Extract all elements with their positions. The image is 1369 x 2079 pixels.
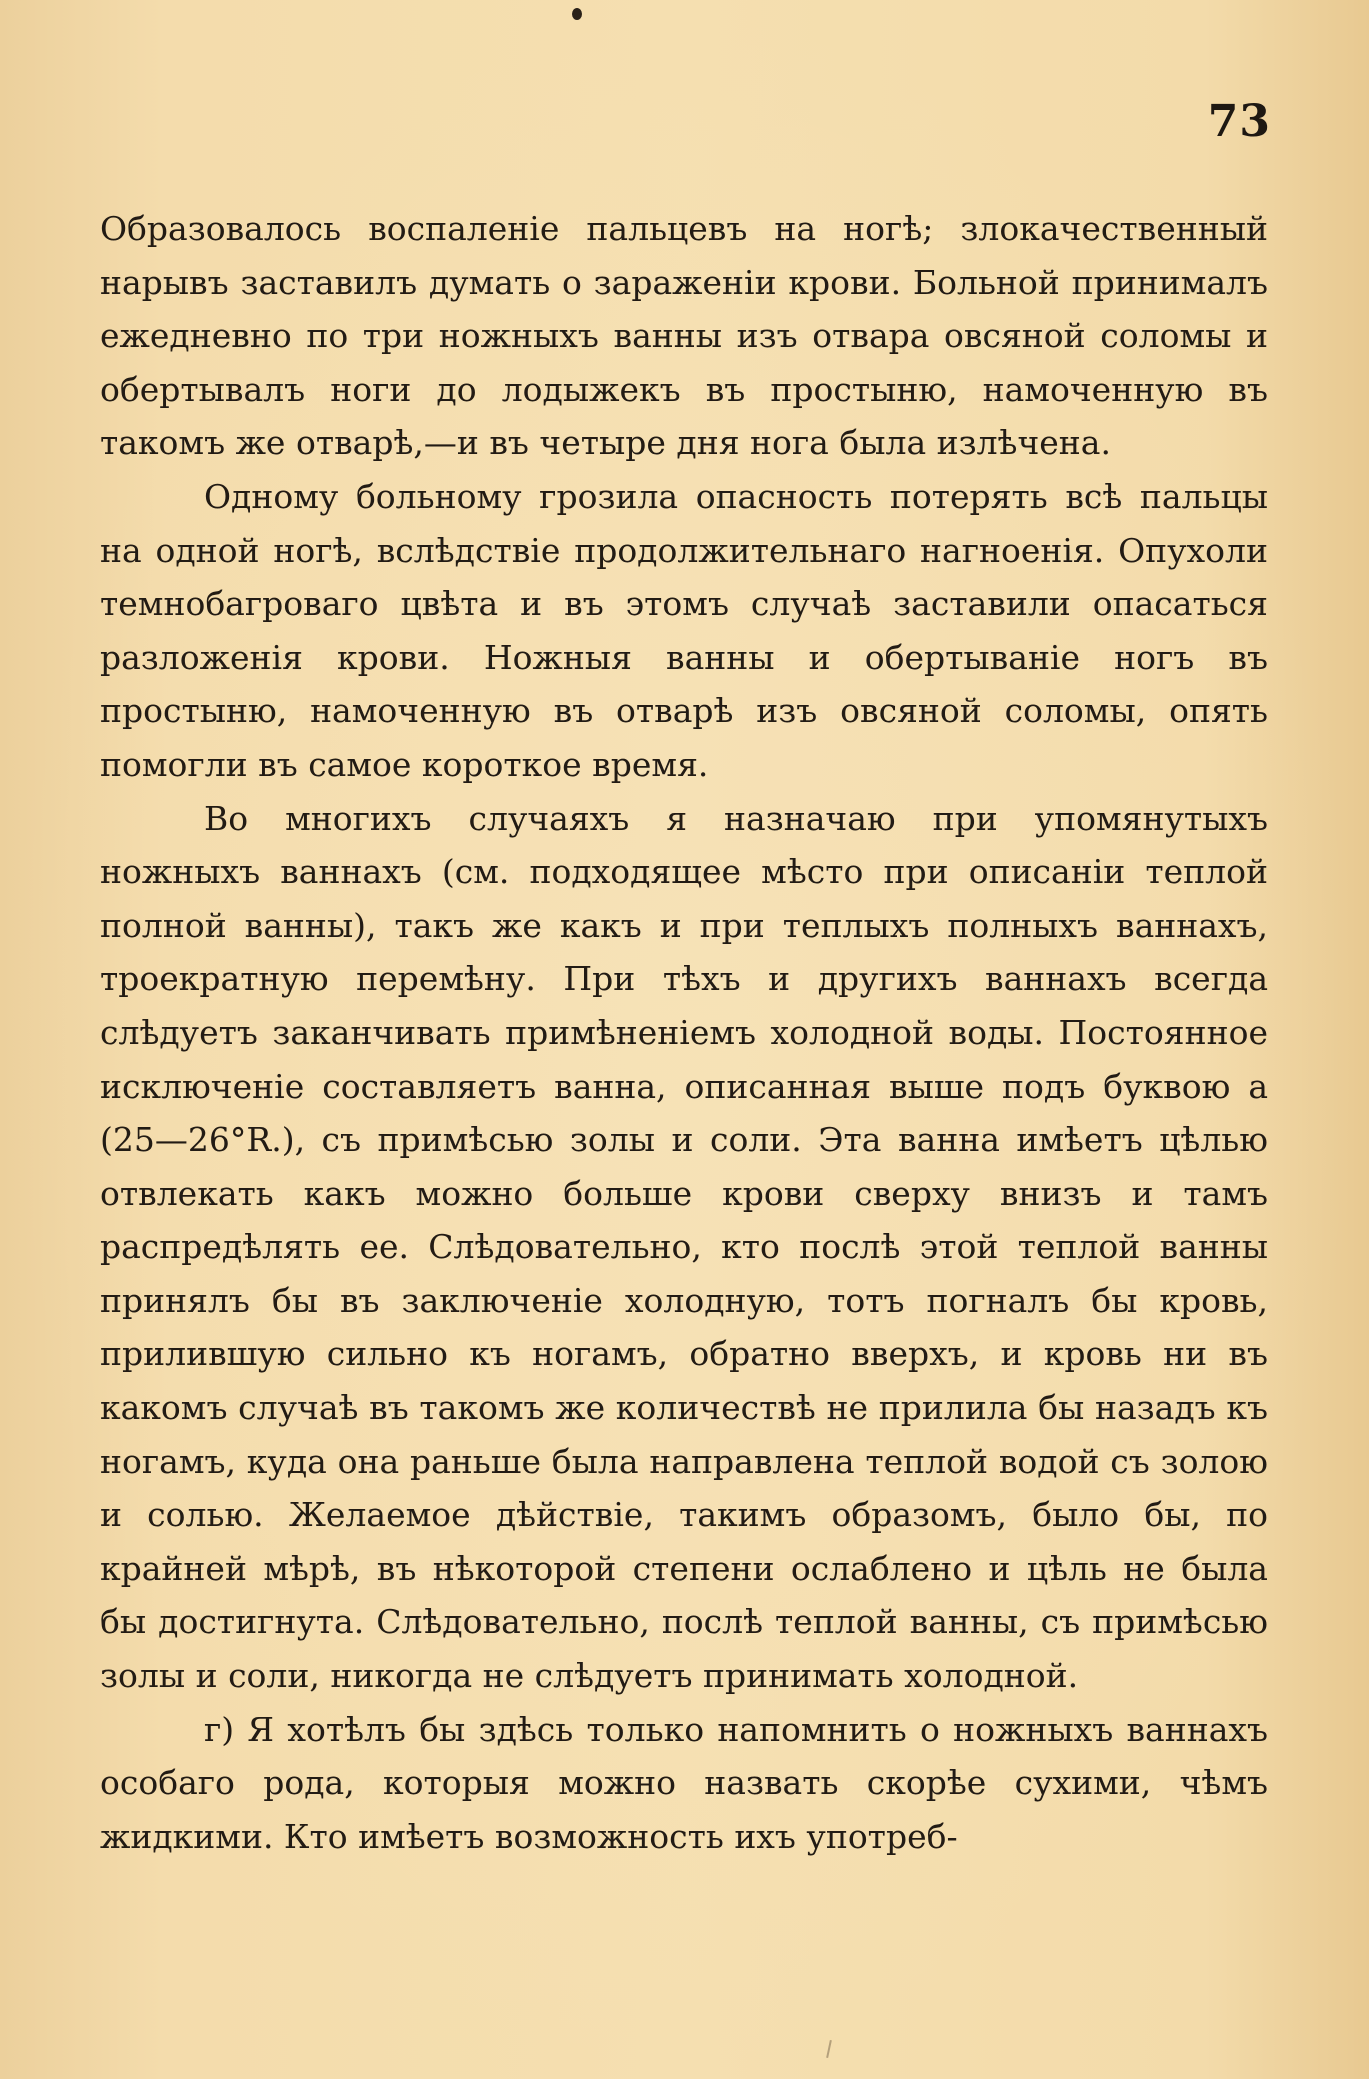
paragraph-3: Во многихъ случаяхъ я назначаю при упомянутыхъ ножныхъ ваннахъ (см. подходящее мѣсто при описаніи теплой полной ванны), такъ же какъ и при теплыхъ полныхъ ваннахъ, троекратную перемѣну. При тѣхъ и другихъ ваннахъ всегда слѣдуетъ заканчивать примѣненіемъ холодной воды. Постоянное исключеніе составляетъ ванна, описанная выше подъ буквою а (25—26°R.), съ примѣсью золы и соли. Эта ванна имѣетъ цѣлью отвлекать какъ можно больше крови сверху внизъ и тамъ распредѣлять ее. Слѣдовательно, кто послѣ этой теплой ванны принялъ бы въ заключеніе холодную, тотъ погналъ бы кровь, прилившую сильно къ ногамъ, обратно вверхъ, и кровь ни въ какомъ случаѣ въ такомъ же количествѣ не прилила бы назадъ къ ногамъ, куда она раньше была направлена теплой водой съ золою и солью. Желаемое дѣйствіе, такимъ образомъ, было бы, по крайней мѣрѣ, въ нѣкоторой степени ослаблено и цѣль не была бы достигнута. Слѣдовательно, послѣ теплой ванны, съ примѣсью золы и соли, никогда не слѣдуетъ принимать холодной. <box>100 798 1268 1696</box>
body-text <box>100 202 1268 1863</box>
paragraph-4: г) Я хотѣлъ бы здѣсь только напомнить о ножныхъ ваннахъ особаго рода, которыя можно назвать скорѣе сухими, чѣмъ жидкими. Кто имѣетъ возможность ихъ употреб- <box>100 1709 1268 1856</box>
paragraph-1: Образовалось воспаленіе пальцевъ на ногѣ; злокачественный нарывъ заставилъ думать о зараженіи крови. Больной принималъ ежедневно по три ножныхъ ванны изъ отвара овсяной соломы и обертывалъ ноги до лодыжекъ въ простыню, намоченную въ такомъ же отварѣ,—и въ четыре дня нога была излѣчена. <box>100 209 1268 463</box>
page-number: 73 <box>1207 96 1271 147</box>
paragraph-2: Одному больному грозила опасность потерять всѣ пальцы на одной ногѣ, вслѣдствіе продолжительнаго нагноенія. Опухоли темнобагроваго цвѣта и въ этомъ случаѣ заставили опасаться разложенія крови. Ножныя ванны и обертываніе ногъ въ простыню, намоченную въ отварѣ изъ овсяной соломы, опять помогли въ самое короткое время. <box>100 476 1268 784</box>
ink-dot <box>572 8 582 20</box>
paper-mark <box>826 2040 832 2058</box>
